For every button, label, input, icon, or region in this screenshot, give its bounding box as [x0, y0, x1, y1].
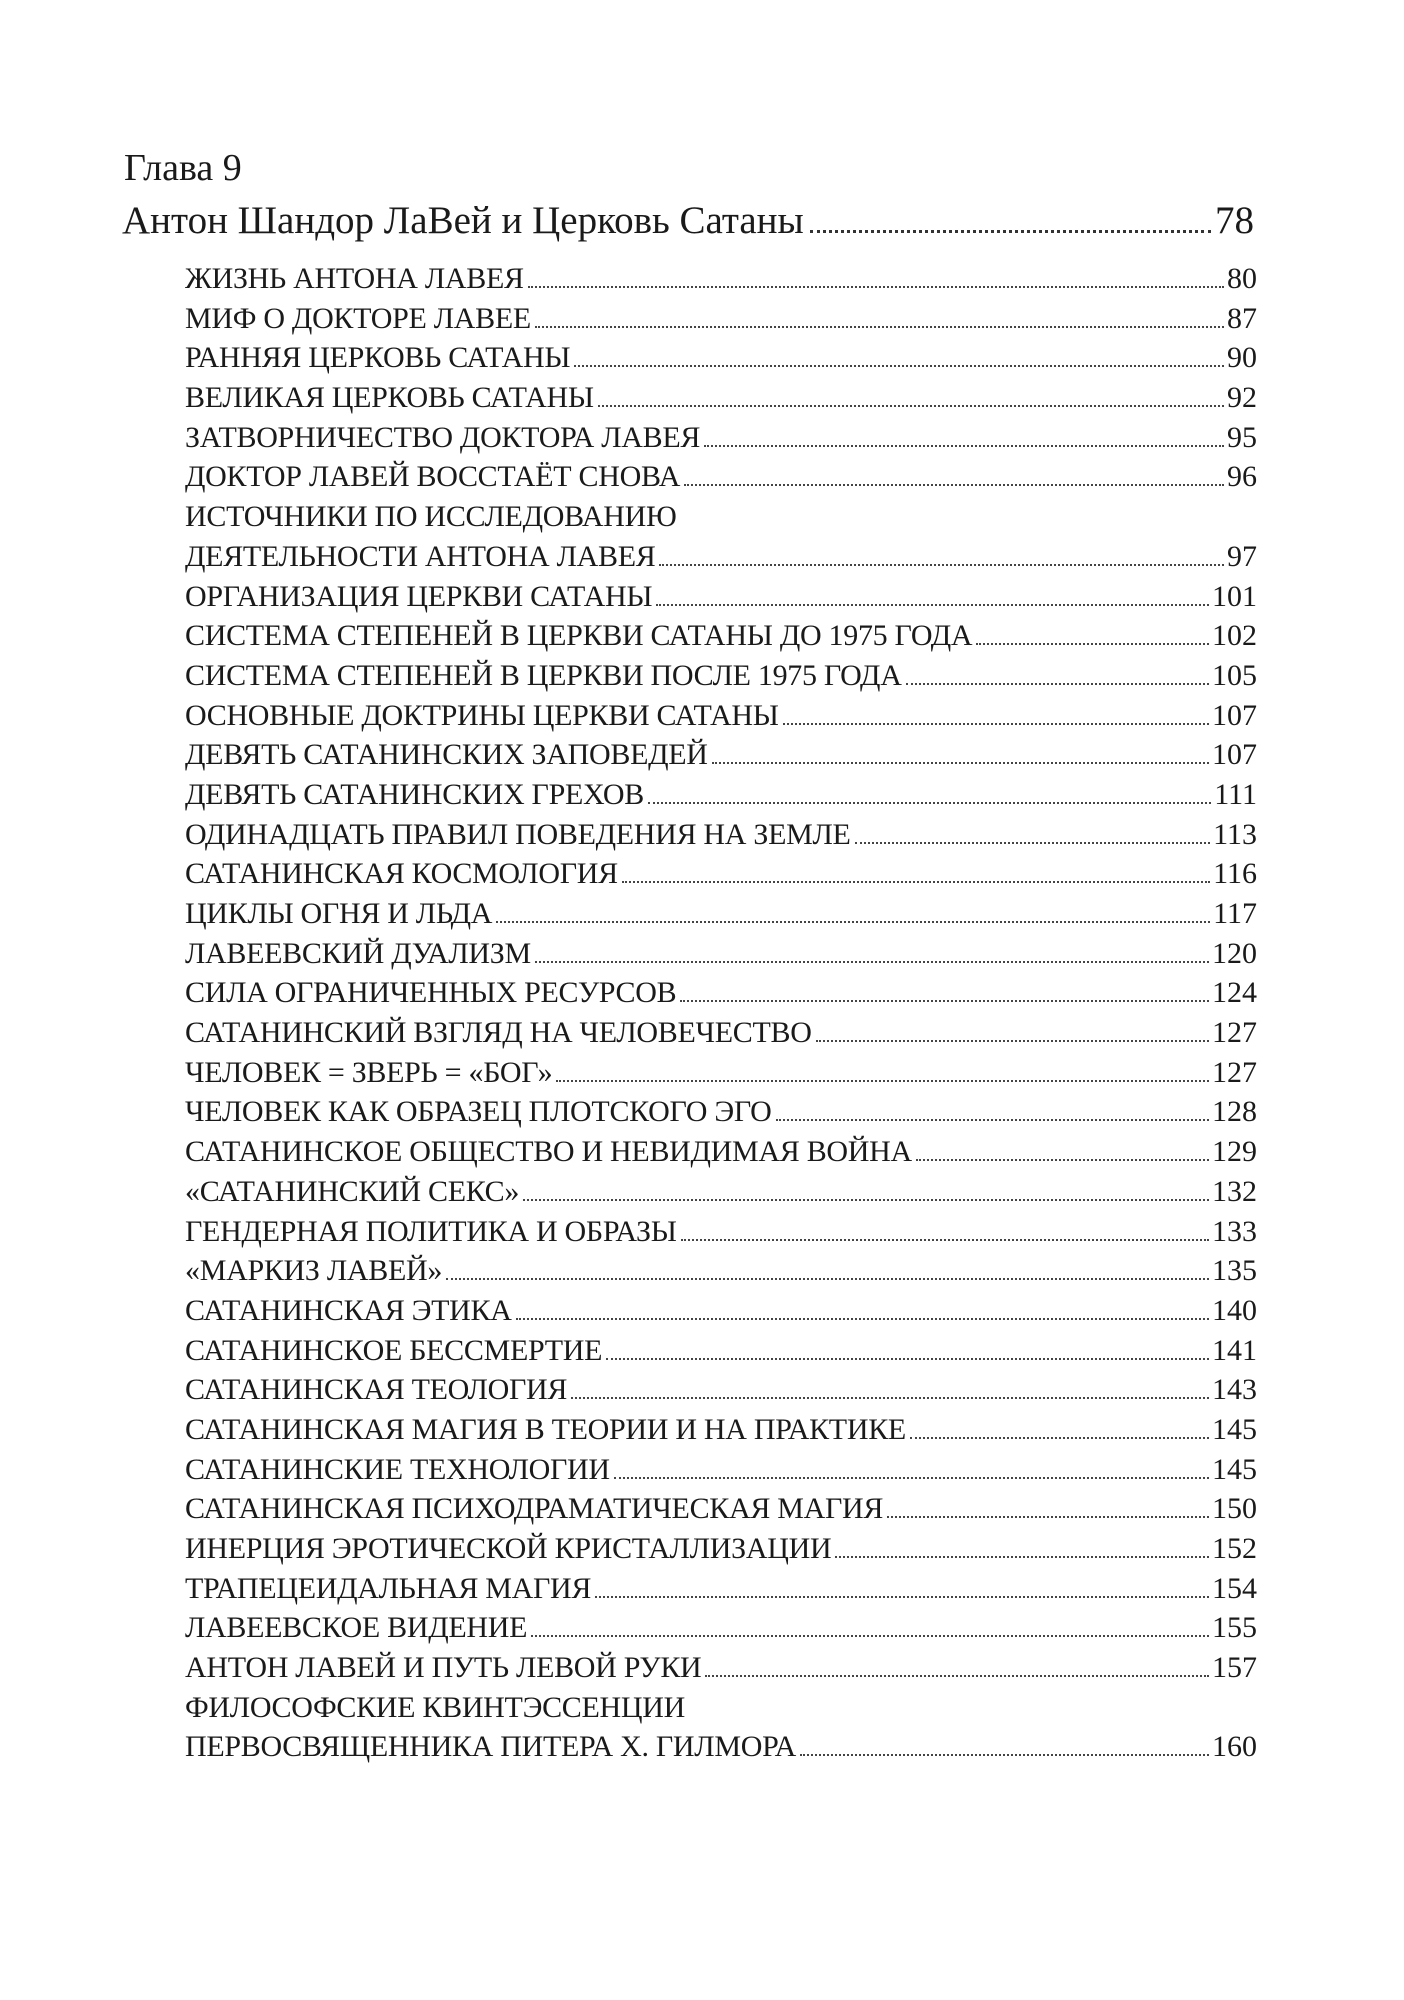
- dot-leader: [681, 1239, 1209, 1241]
- toc-entry-title: ОСНОВНЫЕ ДОКТРИНЫ ЦЕРКВИ САТАНЫ: [185, 698, 779, 732]
- toc-entry: [185, 1370, 1257, 1410]
- toc-entry: [185, 1212, 1257, 1252]
- toc-entry: [185, 1569, 1257, 1609]
- toc-entry-title: САТАНИНСКОЕ ОБЩЕСТВО И НЕВИДИМАЯ ВОЙНА: [185, 1135, 912, 1169]
- toc-entry-title: САТАНИНСКАЯ КОСМОЛОГИЯ: [185, 857, 618, 891]
- toc-entry-title: «САТАНИНСКИЙ СЕКС»: [185, 1174, 520, 1208]
- dot-leader: [684, 484, 1224, 486]
- dot-leader: [556, 1080, 1209, 1082]
- dot-leader: [810, 230, 1211, 233]
- toc-entry-title: АНТОН ЛАВЕЙ И ПУТЬ ЛЕВОЙ РУКИ: [185, 1651, 702, 1685]
- dot-leader: [622, 881, 1210, 883]
- toc-entry: [185, 1410, 1257, 1450]
- toc-entry: [185, 1450, 1257, 1490]
- toc-entry-title: ЗАТВОРНИЧЕСТВО ДОКТОРА ЛАВЕЯ: [185, 420, 701, 454]
- toc-entry: [185, 1053, 1257, 1093]
- dot-leader: [496, 921, 1210, 923]
- toc-entry-title: САТАНИНСКИЕ ТЕХНОЛОГИИ: [185, 1452, 610, 1486]
- toc-entry-page: 92: [1227, 381, 1257, 415]
- toc-entry-title: САТАНИНСКОЕ БЕССМЕРТИЕ: [185, 1333, 603, 1367]
- dot-leader: [704, 445, 1224, 447]
- toc-entry-page: 101: [1212, 579, 1257, 613]
- toc-entry-page: 128: [1212, 1095, 1257, 1129]
- toc-entry-page: 133: [1212, 1214, 1257, 1248]
- toc-entry-title: СИСТЕМА СТЕПЕНЕЙ В ЦЕРКВИ ПОСЛЕ 1975 ГОДА: [185, 658, 902, 692]
- toc-entry-title: ЧЕЛОВЕК = ЗВЕРЬ = «БОГ»: [185, 1055, 553, 1089]
- toc-entry-page: 160: [1212, 1730, 1257, 1764]
- toc-entry-page: 140: [1212, 1293, 1257, 1327]
- toc-entry-page: 102: [1212, 619, 1257, 653]
- toc-entry-page: 127: [1212, 1016, 1257, 1050]
- dot-leader: [446, 1278, 1209, 1280]
- toc-entry: [185, 934, 1257, 974]
- toc-entry-title: САТАНИНСКИЙ ВЗГЛЯД НА ЧЕЛОВЕЧЕСТВО: [185, 1016, 812, 1050]
- toc-entry-page: 143: [1212, 1373, 1257, 1407]
- toc-entry-title: ДЕВЯТЬ САТАНИНСКИХ ГРЕХОВ: [185, 777, 644, 811]
- toc-entry: [185, 894, 1257, 934]
- toc-entry-title: СИСТЕМА СТЕПЕНЕЙ В ЦЕРКВИ САТАНЫ ДО 1975 ГОДА: [185, 619, 973, 653]
- toc-entry-page: 155: [1212, 1611, 1257, 1645]
- dot-leader: [656, 604, 1209, 606]
- toc-entry: [185, 656, 1257, 696]
- dot-leader: [516, 1318, 1209, 1320]
- toc-entry-title: ЛАВЕЕВСКОЕ ВИДЕНИЕ: [185, 1611, 528, 1645]
- chapter-title-row: [122, 198, 1254, 244]
- toc-entry-page: 127: [1212, 1055, 1257, 1089]
- toc-entry: [185, 1092, 1257, 1132]
- toc-entry-page: 150: [1212, 1492, 1257, 1526]
- toc-entry-page: 152: [1212, 1532, 1257, 1565]
- toc-entry: [185, 815, 1257, 855]
- toc-entry: [185, 1608, 1257, 1648]
- toc-entry-title: ДЕЯТЕЛЬНОСТИ АНТОНА ЛАВЕЯ: [185, 539, 656, 573]
- toc-entry-title: МИФ О ДОКТОРЕ ЛАВЕЕ: [185, 301, 531, 335]
- dot-leader: [598, 405, 1224, 407]
- toc-entry-page: 80: [1227, 262, 1257, 295]
- toc-entry-page: 116: [1213, 857, 1257, 891]
- toc-entry: [185, 1291, 1257, 1331]
- dot-leader: [887, 1516, 1209, 1518]
- toc-entry-title: САТАНИНСКАЯ МАГИЯ В ТЕОРИИ И НА ПРАКТИКЕ: [185, 1412, 906, 1446]
- dot-leader: [523, 1199, 1209, 1201]
- toc-entry: [185, 735, 1257, 775]
- toc-entry-page: 132: [1212, 1174, 1257, 1208]
- dot-leader: [835, 1556, 1209, 1558]
- dot-leader: [535, 961, 1209, 963]
- toc-entry-page: 129: [1212, 1135, 1257, 1169]
- chapter-page: 78: [1215, 199, 1254, 242]
- toc-entry-title: ОДИНАДЦАТЬ ПРАВИЛ ПОВЕДЕНИЯ НА ЗЕМЛЕ: [185, 817, 851, 851]
- toc-entry: [185, 299, 1257, 339]
- toc-entry: [185, 1529, 1257, 1569]
- toc-entry-page: 87: [1227, 301, 1257, 335]
- toc-entry: [185, 854, 1257, 894]
- toc-entry: [185, 1251, 1257, 1291]
- toc-entry-page: 124: [1212, 976, 1257, 1010]
- toc-entry-title: ПЕРВОСВЯЩЕННИКА ПИТЕРА Х. ГИЛМОРА: [185, 1730, 796, 1764]
- dot-leader: [595, 1596, 1209, 1598]
- toc-entry-page: 97: [1227, 539, 1257, 573]
- dot-leader: [976, 643, 1209, 645]
- toc-entry-page: 107: [1212, 698, 1257, 732]
- toc-entry-page: 111: [1214, 777, 1257, 811]
- dot-leader: [910, 1437, 1209, 1439]
- toc-entry-title: СИЛА ОГРАНИЧЕННЫХ РЕСУРСОВ: [185, 976, 677, 1010]
- toc-entry: [185, 1172, 1257, 1212]
- dot-leader: [800, 1754, 1209, 1756]
- toc-entry: [185, 457, 1257, 497]
- toc-entry-page: 117: [1213, 897, 1257, 930]
- dot-leader: [855, 842, 1211, 844]
- chapter-label: Глава 9: [124, 147, 242, 189]
- toc-entry-title: ИНЕРЦИЯ ЭРОТИЧЕСКОЙ КРИСТАЛЛИЗАЦИИ: [185, 1532, 832, 1565]
- dot-leader: [712, 762, 1209, 764]
- toc-entry-title: САТАНИНСКАЯ ЭТИКА: [185, 1293, 512, 1327]
- toc-entry-page: 145: [1212, 1412, 1257, 1446]
- dot-leader: [783, 723, 1209, 725]
- toc-entry-title: ЧЕЛОВЕК КАК ОБРАЗЕЦ ПЛОТСКОГО ЭГО: [185, 1095, 772, 1129]
- toc-entry-page: 145: [1212, 1452, 1257, 1486]
- toc-entry: [185, 616, 1257, 656]
- table-of-contents: [185, 259, 1257, 1767]
- toc-entry-title: ФИЛОСОФСКИЕ КВИНТЭССЕНЦИИ: [185, 1690, 685, 1724]
- toc-entry: [185, 1331, 1257, 1371]
- toc-entry-page: 141: [1212, 1333, 1257, 1367]
- toc-entry: [185, 537, 1257, 577]
- toc-entry-title: САТАНИНСКАЯ ТЕОЛОГИЯ: [185, 1373, 568, 1407]
- toc-entry-page: 120: [1212, 936, 1257, 970]
- toc-entry-title: ОРГАНИЗАЦИЯ ЦЕРКВИ САТАНЫ: [185, 579, 653, 613]
- toc-entry-page: 135: [1212, 1254, 1257, 1288]
- toc-entry-title: ДОКТОР ЛАВЕЙ ВОССТАЁТ СНОВА: [185, 460, 681, 494]
- toc-entry-title: САТАНИНСКАЯ ПСИХОДРАМАТИЧЕСКАЯ МАГИЯ: [185, 1492, 884, 1526]
- toc-entry: [185, 418, 1257, 458]
- toc-entry-page: 154: [1212, 1571, 1257, 1605]
- toc-entry: [185, 259, 1257, 299]
- toc-entry: [185, 378, 1257, 418]
- dot-leader: [705, 1675, 1209, 1677]
- dot-leader: [816, 1040, 1209, 1042]
- toc-entry: [185, 1688, 1257, 1728]
- toc-entry-page: 90: [1227, 341, 1257, 375]
- toc-entry: [185, 1489, 1257, 1529]
- dot-leader: [614, 1477, 1209, 1479]
- toc-entry-title: ДЕВЯТЬ САТАНИНСКИХ ЗАПОВЕДЕЙ: [185, 738, 708, 772]
- dot-leader: [574, 365, 1224, 367]
- toc-entry: [185, 1727, 1257, 1767]
- toc-entry-title: ИСТОЧНИКИ ПО ИССЛЕДОВАНИЮ: [185, 500, 677, 534]
- toc-entry: [185, 577, 1257, 617]
- dot-leader: [571, 1397, 1209, 1399]
- toc-entry-page: 105: [1212, 658, 1257, 692]
- dot-leader: [648, 802, 1211, 804]
- toc-entry-page: 95: [1227, 420, 1257, 454]
- toc-entry: [185, 497, 1257, 537]
- toc-entry-title: ЦИКЛЫ ОГНЯ И ЛЬДА: [185, 897, 493, 930]
- toc-entry: [185, 338, 1257, 378]
- toc-entry: [185, 696, 1257, 736]
- toc-entry-title: ГЕНДЕРНАЯ ПОЛИТИКА И ОБРАЗЫ: [185, 1214, 677, 1248]
- toc-entry-title: ЖИЗНЬ АНТОНА ЛАВЕЯ: [185, 262, 524, 295]
- toc-entry-page: 157: [1212, 1651, 1257, 1685]
- toc-entry-title: ВЕЛИКАЯ ЦЕРКОВЬ САТАНЫ: [185, 381, 594, 415]
- toc-entry-page: 113: [1213, 817, 1257, 851]
- toc-entry-title: ТРАПЕЦЕИДАЛЬНАЯ МАГИЯ: [185, 1571, 592, 1605]
- chapter-title: Антон Шандор ЛаВей и Церковь Сатаны: [122, 199, 804, 242]
- toc-entry-title: РАННЯЯ ЦЕРКОВЬ САТАНЫ: [185, 341, 571, 375]
- dot-leader: [916, 1159, 1209, 1161]
- toc-entry: [185, 1648, 1257, 1688]
- dot-leader: [680, 1000, 1209, 1002]
- dot-leader: [528, 286, 1224, 288]
- dot-leader: [659, 564, 1224, 566]
- dot-leader: [606, 1358, 1209, 1360]
- toc-entry-title: «МАРКИЗ ЛАВЕЙ»: [185, 1254, 443, 1288]
- toc-entry-title: ЛАВЕЕВСКИЙ ДУАЛИЗМ: [185, 936, 531, 970]
- toc-entry: [185, 775, 1257, 815]
- toc-entry-page: 107: [1212, 738, 1257, 772]
- dot-leader: [776, 1119, 1209, 1121]
- toc-entry: [185, 1132, 1257, 1172]
- toc-entry: [185, 1013, 1257, 1053]
- toc-entry: [185, 973, 1257, 1013]
- dot-leader: [906, 683, 1209, 685]
- dot-leader: [535, 326, 1224, 328]
- dot-leader: [531, 1635, 1209, 1637]
- toc-entry-page: 96: [1227, 460, 1257, 494]
